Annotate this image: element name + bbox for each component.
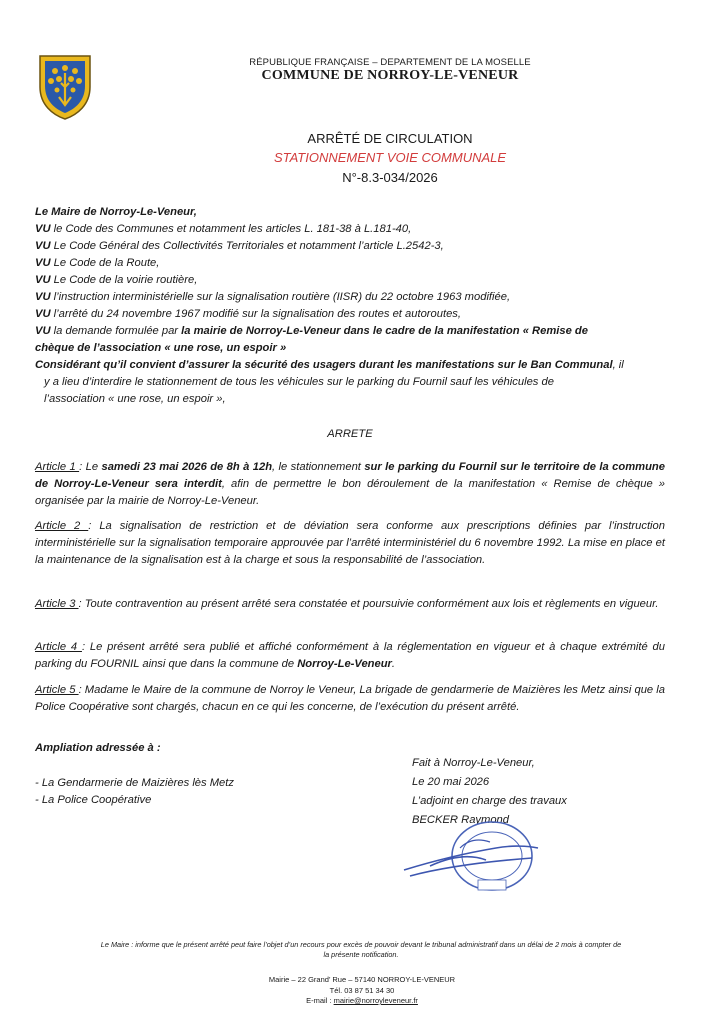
official-stamp bbox=[400, 818, 550, 898]
mayor-line: Le Maire de Norroy-Le-Veneur, bbox=[35, 206, 197, 218]
ampliation-item-gendarmerie: - La Gendarmerie de Maizières lès Metz bbox=[35, 777, 234, 789]
signature-place: Fait à Norroy-Le-Veneur, bbox=[412, 757, 535, 769]
vu-line-3: VU Le Code de la Route, bbox=[35, 257, 160, 269]
signature-name: BECKER Raymond bbox=[412, 814, 509, 826]
legal-notice-line-2: la présente notification. bbox=[323, 950, 399, 959]
considerant-line-2: y a lieu d’interdire le stationnement de tous les véhicules sur le parking du Fournil sauf les véhicules de bbox=[44, 376, 554, 388]
vu-line-7-cont: chèque de l’association « une rose, un espoir » bbox=[35, 342, 287, 354]
footer-address: Mairie – 22 Grand’ Rue – 57140 NORROY-LE-VENEUR bbox=[268, 975, 456, 984]
header-republic: RÉPUBLIQUE FRANÇAISE – DEPARTEMENT DE LA MOSELLE bbox=[249, 57, 531, 68]
ampliation-item-police: - La Police Coopérative bbox=[35, 794, 152, 806]
vu-line-7: VU la demande formulée par la mairie de Norroy-Le-Veneur dans le cadre de la manifestation « Remise de bbox=[35, 325, 588, 337]
article-3: Article 3 : Toute contravention au présent arrêté sera constatée et poursuivie conformément aux lois et règlements en vigueur. bbox=[35, 598, 659, 610]
article-1: Article 1 : Le samedi 23 mai 2026 de 8h à 12h, le stationnement sur le parking du Fournil sur le territoire de la commune de Norroy-Le-Veneur sera interdit, afin de permettre le bon déroulement de la manifestation « Remise de chèque » organisée par la mairie de Norroy-Le-Veneur. bbox=[35, 461, 665, 507]
considerant-line-3: l’association « une rose, un espoir », bbox=[44, 393, 226, 405]
ampliation-title: Ampliation adressée à : bbox=[35, 742, 161, 754]
vu-line-2: VU Le Code Général des Collectivités Territoriales et notamment l’article L.2542-3, bbox=[35, 240, 444, 252]
signature-role: L’adjoint en charge des travaux bbox=[412, 795, 567, 807]
vu-line-1: VU le Code des Communes et notamment les articles L. 181-38 à L.181-40, bbox=[35, 223, 412, 235]
title-arrete-circulation: ARRÊTÉ DE CIRCULATION bbox=[307, 131, 473, 146]
article-4: Article 4 : Le présent arrêté sera publié et affiché conformément à la réglementation en vigueur et à chaque extrémité du parking du FOURNIL ainsi que dans la commune de Norroy-Le-Veneur. bbox=[35, 641, 665, 670]
email-link[interactable]: mairie@norroyleveneur.fr bbox=[333, 996, 418, 1005]
footer-email: E-mail : mairie@norroyleveneur.fr bbox=[306, 996, 418, 1005]
considerant-line-1: Considérant qu’il convient d’assurer la sécurité des usagers durant les manifestations sur le Ban Communal, il bbox=[35, 359, 624, 371]
article-5: Article 5 : Madame le Maire de la commune de Norroy le Veneur, La brigade de gendarmerie de Maizières les Metz ainsi que la Police Coopérative sont chargés, chacun en ce qui les concerne, de l’exécution du présent arrêté. bbox=[35, 684, 665, 713]
signature-date: Le 20 mai 2026 bbox=[412, 776, 490, 788]
title-number: N°-8.3-034/2026 bbox=[342, 170, 438, 185]
article-2: Article 2 : La signalisation de restriction et de déviation sera conforme aux prescriptions définies par l’instruction interministérielle sur la signalisation temporaire approuvée par l’arrêté interministériel du 6 novembre 1992. La mise en place et la maintenance de la signalisation est à la charge et sous la responsabilité de l’association. bbox=[35, 520, 665, 566]
footer-phone: Tél. 03 87 51 34 30 bbox=[329, 985, 395, 995]
vu-line-5: VU l’instruction interministérielle sur la signalisation routière (IISR) du 22 octobre 1963 modifiée, bbox=[35, 291, 511, 303]
vu-line-4: VU Le Code de la voirie routière, bbox=[35, 274, 198, 286]
header-commune: COMMUNE DE NORROY-LE-VENEUR bbox=[261, 68, 519, 83]
title-subject: STATIONNEMENT VOIE COMMUNALE bbox=[273, 150, 507, 165]
coat-of-arms bbox=[37, 53, 93, 121]
vu-line-6: VU l’arrêté du 24 novembre 1967 modifié sur la signalisation des routes et autoroutes, bbox=[35, 308, 461, 320]
legal-notice-line-1: Le Maire : informe que le présent arrêté peut faire l’objet d’un recours pour excès de pouvoir devant le tribunal administratif dans un délai de 2 mois à compter de bbox=[100, 940, 622, 949]
arrete-heading: ARRETE bbox=[327, 428, 373, 440]
